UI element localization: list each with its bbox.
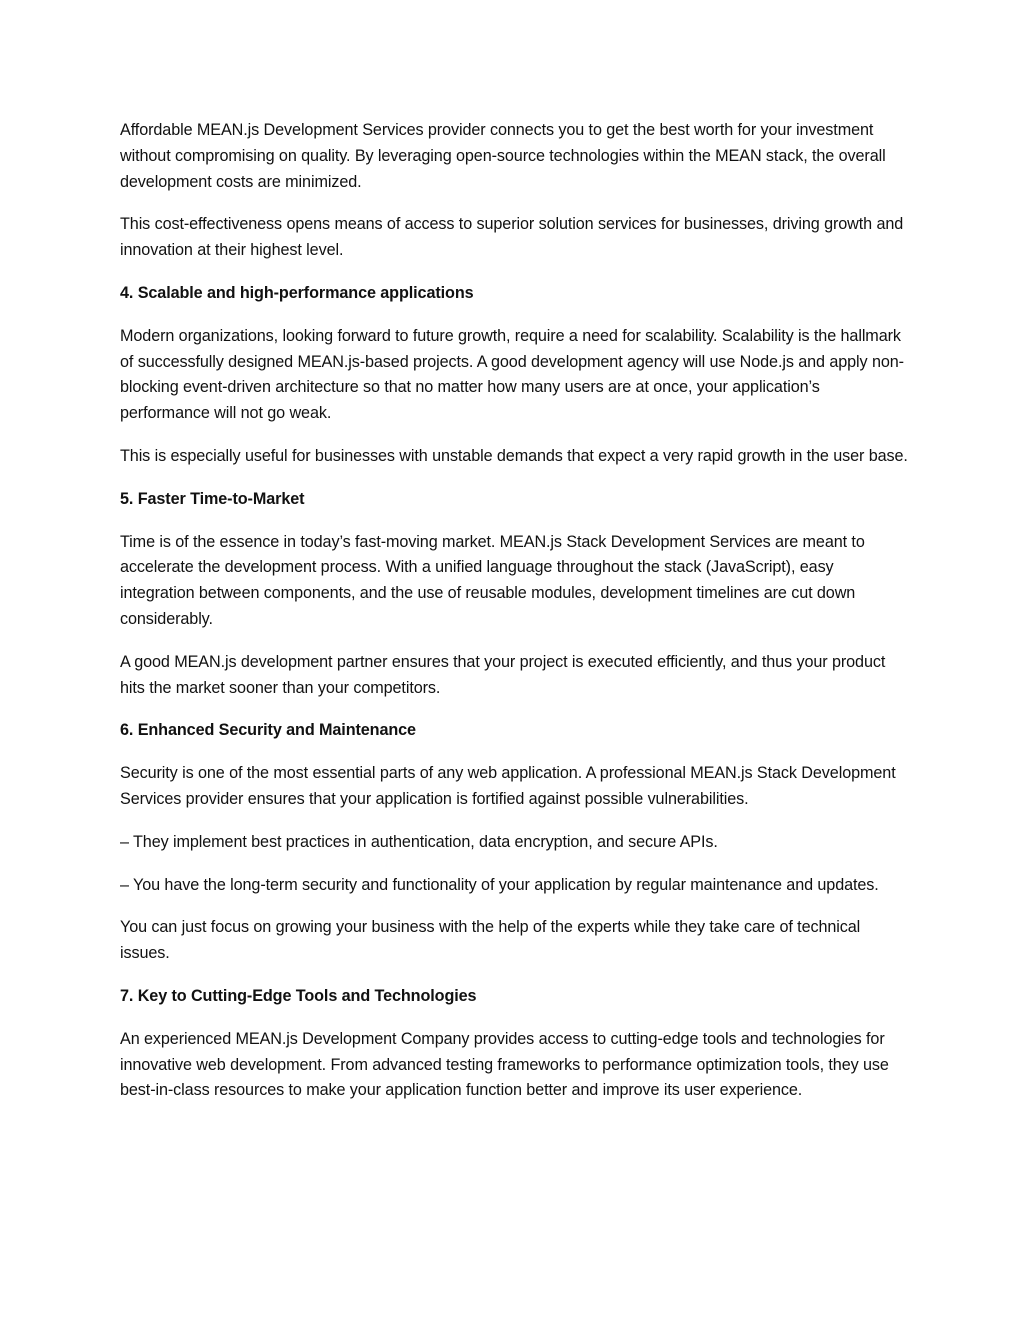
paragraph-affordable-services: Affordable MEAN.js Development Services provider connects you to get the best worth for your investment without compromising on quality. By leveraging open-source technologies within the MEAN stack, the overall development costs are minimized.: [120, 121, 886, 191]
paragraph-focus-growth: You can just focus on growing your business with the help of the experts while they take care of technical issues.: [120, 918, 861, 963]
paragraph-unstable-demands: This is especially useful for businesses with unstable demands that expect a very rapid growth in the user base.: [120, 446, 908, 465]
paragraph-security-essential: Security is one of the most essential parts of any web application. A professional MEAN.js Stack Development Services provider ensures that your application is fortified against possible vulnerabilities.: [120, 764, 896, 808]
paragraph-scalability: Modern organizations, looking forward to future growth, require a need for scalability. Scalability is the hallmark of successfully designed MEAN.js-based projects. A good development agency will use Node.js and apply non-blocking event-driven architecture so that no matter how many users are at once, your application’s performance will not go weak.: [120, 326, 904, 423]
document-page: [120, 118, 910, 1121]
heading-enhanced-security: 6. Enhanced Security and Maintenance: [120, 721, 416, 740]
heading-scalable-applications: 4. Scalable and high-performance applications: [120, 283, 474, 302]
heading-faster-time-to-market: 5. Faster Time-to-Market: [120, 489, 305, 508]
paragraph-development-partner: A good MEAN.js development partner ensures that your project is executed efficiently, and thus your product hits the market sooner than your competitors.: [120, 652, 886, 697]
heading-cutting-edge-tools: 7. Key to Cutting-Edge Tools and Technologies: [120, 986, 477, 1005]
paragraph-time-essence: Time is of the essence in today’s fast-moving market. MEAN.js Stack Development Services are meant to accelerate the development process. With a unified language throughout the stack (JavaScript), easy integration between components, and the use of reusable modules, development timelines are cut down considerably.: [120, 532, 865, 628]
paragraph-experienced-company: An experienced MEAN.js Development Company provides access to cutting-edge tools and technologies for innovative web development. From advanced testing frameworks to performance optimization tools, they use best-in-class resources to make your application function better and improve its user experience.: [120, 1029, 889, 1100]
bullet-long-term-security: – You have the long-term security and functionality of your application by regular maintenance and updates.: [120, 875, 879, 894]
bullet-best-practices: – They implement best practices in authentication, data encryption, and secure APIs.: [120, 832, 718, 851]
paragraph-cost-effectiveness: This cost-effectiveness opens means of access to superior solution services for businesses, driving growth and innovation at their highest level.: [120, 215, 904, 260]
